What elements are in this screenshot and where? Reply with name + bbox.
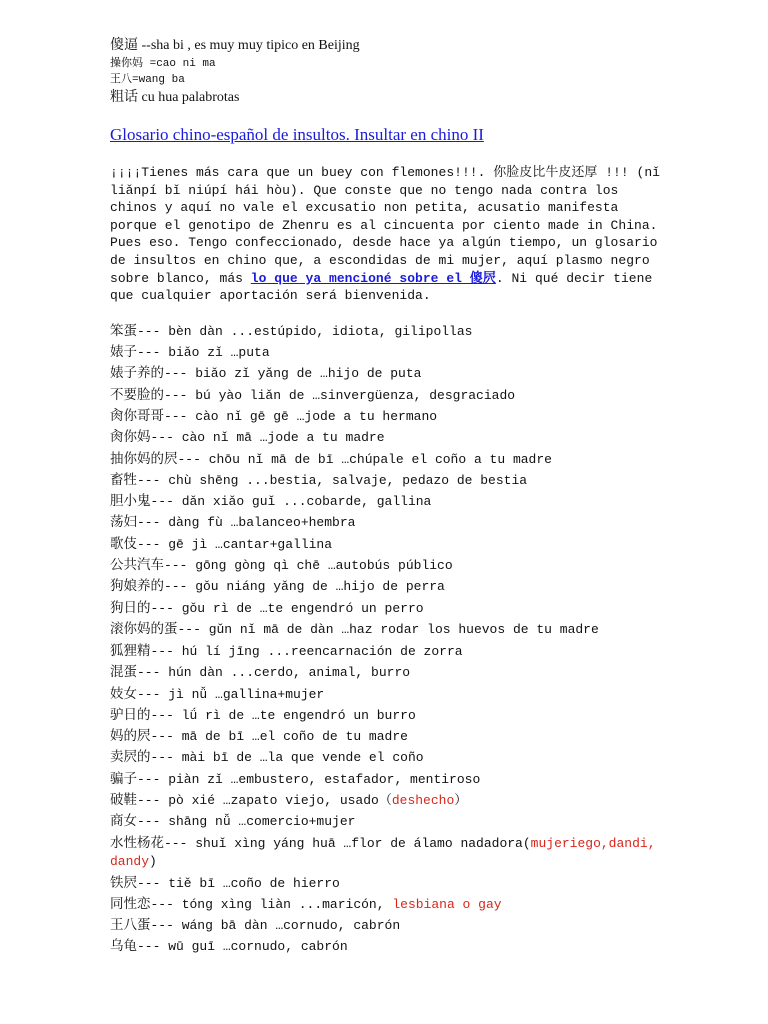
- entry-hanzi: 笨蛋: [110, 322, 137, 339]
- note-line: 粗话 cu hua palabrotas: [110, 90, 240, 105]
- entry-hanzi: 抽你妈的屄: [110, 450, 178, 467]
- entry-translation: --- gōng gòng qì chē …autobús público: [164, 558, 453, 574]
- glossary-entry: [110, 791, 670, 812]
- entry-translation: --- wáng bā dàn …cornudo, cabrón: [150, 918, 401, 934]
- glossary-entry: [110, 834, 670, 871]
- glossary-entry: [110, 577, 670, 598]
- entry-annotation: lesbiana o gay: [392, 896, 502, 912]
- glossary-entry: [110, 322, 670, 343]
- glossary-entry: [110, 916, 670, 937]
- glossary-entry: [110, 428, 670, 449]
- entry-translation: --- tiě bī …coño de hierro: [137, 875, 340, 891]
- inline-article-link[interactable]: lo que ya mencioné sobre el 傻屄: [250, 270, 496, 286]
- note-line: 王八=wang ba: [110, 74, 185, 86]
- glossary-entry: [110, 642, 670, 663]
- entry-hanzi: 骗子: [110, 770, 137, 787]
- entry-annotation: deshecho: [391, 792, 455, 808]
- intro-text: ¡¡¡¡Tienes más cara que un buey con flemones!!!. 你脸皮比牛皮还厚 !!! (nǐ liǎnpí bǐ niúpí hái hòu). Que conste que no tengo nada contra los chinos y aquí no vale el excusatio non petita, acusatio manifesta porque el genotipo de Zhenru es al cincuenta por ciento made in China. Pues eso. Tengo confeccionado, desde hace ya algún tiempo, un glosario de insultos en chino que, a escondidas de mi mujer, aquí plasmo negro sobre blanco, más: [110, 165, 660, 286]
- glossary-entry: [110, 812, 670, 833]
- glossary-entry: [110, 685, 670, 706]
- glossary-entry: [110, 450, 670, 471]
- entry-hanzi: 同性恋: [110, 895, 151, 912]
- entry-translation: --- gǔn nǐ mā de dàn …haz rodar los huevos de tu madre: [177, 621, 599, 637]
- entry-translation: --- dàng fù …balanceo+hembra: [137, 515, 356, 531]
- entry-translation: --- cào nǐ mā …jode a tu madre: [150, 430, 385, 446]
- entry-hanzi: 水性杨花: [110, 834, 164, 851]
- insult-glossary-list: [110, 322, 670, 959]
- entry-translation: --- chù shēng ...bestia, salvaje, pedazo de bestia: [137, 472, 528, 488]
- entry-hanzi: 乌龟: [110, 938, 137, 955]
- entry-translation: --- biǎo zǐ yǎng de …hijo de puta: [164, 366, 422, 382]
- glossary-entry: [110, 556, 670, 577]
- entry-translation: --- jì nǚ …gallina+mujer: [137, 686, 325, 702]
- glossary-entry: [110, 937, 670, 958]
- entry-hanzi: 狗娘养的: [110, 578, 164, 595]
- entry-translation: --- piàn zǐ …embustero, estafador, mentiroso: [137, 771, 481, 787]
- entry-translation: --- mā de bī …el coño de tu madre: [150, 729, 408, 745]
- entry-hanzi: 肏你妈: [110, 429, 151, 446]
- entry-translation: --- gǒu niáng yǎng de …hijo de perra: [164, 579, 445, 595]
- entry-hanzi: 胆小鬼: [110, 493, 151, 510]
- document-page: [110, 36, 670, 959]
- glossary-entry: [110, 770, 670, 791]
- glossary-entry: [110, 343, 670, 364]
- entry-hanzi: 驴日的: [110, 706, 151, 723]
- entry-hanzi: 妓女: [110, 685, 137, 702]
- entry-hanzi: 狗日的: [110, 599, 151, 616]
- entry-hanzi: 滚你妈的蛋: [110, 620, 178, 637]
- entry-translation: --- tóng xìng liàn ...maricón,: [150, 896, 393, 912]
- glossary-entry: [110, 895, 670, 916]
- entry-translation: --- shuǐ xìng yáng huā …flor de álamo nadadora(: [164, 835, 531, 851]
- glossary-entry: [110, 386, 670, 407]
- glossary-entry: [110, 706, 670, 727]
- entry-translation: --- hún dàn ...cerdo, animal, burro: [137, 665, 411, 681]
- glossary-entry: [110, 535, 670, 556]
- entry-hanzi: 荡妇: [110, 514, 137, 531]
- intro-paragraph: [110, 164, 670, 305]
- entry-translation: --- biǎo zǐ …puta: [137, 345, 270, 361]
- entry-hanzi: 王八蛋: [110, 917, 151, 934]
- entry-translation: --- wū guī …cornudo, cabrón: [137, 939, 348, 955]
- glossary-entry: [110, 513, 670, 534]
- entry-translation: --- dǎn xiǎo guǐ ...cobarde, gallina: [150, 494, 432, 510]
- entry-hanzi: 婊子: [110, 344, 137, 361]
- entry-hanzi: 畜牲: [110, 471, 137, 488]
- intro-text-end: . Ni qué decir tiene que cualquier aportación será bienvenida.: [110, 270, 653, 304]
- entry-translation: --- mài bī de …la que vende el coño: [150, 750, 424, 766]
- entry-translation: --- shāng nǚ …comercio+mujer: [137, 814, 356, 830]
- top-notes: [110, 36, 670, 108]
- entry-translation: --- pò xié …zapato viejo, usado（: [137, 792, 392, 808]
- entry-hanzi: 妈的屄: [110, 728, 151, 745]
- glossary-entry: [110, 599, 670, 620]
- entry-hanzi: 不要脸的: [110, 386, 164, 403]
- glossary-entry: [110, 407, 670, 428]
- entry-hanzi: 公共汽车: [110, 557, 164, 574]
- article-title-link[interactable]: Glosario chino-español de insultos. Insultar en chino II: [110, 125, 484, 144]
- entry-closing-paren: ): [149, 853, 157, 869]
- glossary-entry: [110, 492, 670, 513]
- glossary-entry: [110, 364, 670, 385]
- entry-translation: --- bú yào liǎn de …sinvergüenza, desgraciado: [164, 387, 516, 403]
- entry-translation: --- hú lí jīng ...reencarnación de zorra: [150, 643, 463, 659]
- entry-hanzi: 破鞋: [110, 791, 137, 808]
- entry-annotation: mujeriego,dandi, dandy: [110, 835, 656, 869]
- entry-hanzi: 卖屄的: [110, 749, 151, 766]
- entry-hanzi: 婊子养的: [110, 365, 164, 382]
- entry-hanzi: 肏你哥哥: [110, 407, 164, 424]
- entry-hanzi: 混蛋: [110, 664, 137, 681]
- entry-hanzi: 铁屄: [110, 874, 137, 891]
- glossary-entry: [110, 620, 670, 639]
- glossary-entry: [110, 663, 670, 684]
- entry-translation: --- chōu nǐ mā de bī …chúpale el coño a tu madre: [177, 451, 552, 467]
- note-line: 傻逼 --sha bi , es muy muy tipico en Beijing: [110, 38, 360, 53]
- entry-hanzi: 狐狸精: [110, 642, 151, 659]
- entry-translation: --- gē jì …cantar+gallina: [137, 536, 333, 552]
- note-line: 操你妈 =cao ni ma: [110, 58, 216, 70]
- entry-translation: --- bèn dàn ...estúpido, idiota, gilipollas: [137, 323, 473, 339]
- glossary-entry: [110, 874, 670, 895]
- glossary-entry: [110, 748, 670, 769]
- entry-hanzi: 商女: [110, 813, 137, 830]
- entry-translation: --- cào nǐ gē gē …jode a tu hermano: [164, 408, 438, 424]
- glossary-entry: [110, 471, 670, 492]
- entry-translation: --- lǘ rì de …te engendró un burro: [150, 707, 416, 723]
- entry-translation: --- gǒu rì de …te engendró un perro: [150, 600, 424, 616]
- entry-closing-paren: ）: [454, 792, 468, 808]
- entry-hanzi: 歌伎: [110, 535, 137, 552]
- glossary-entry: [110, 727, 670, 748]
